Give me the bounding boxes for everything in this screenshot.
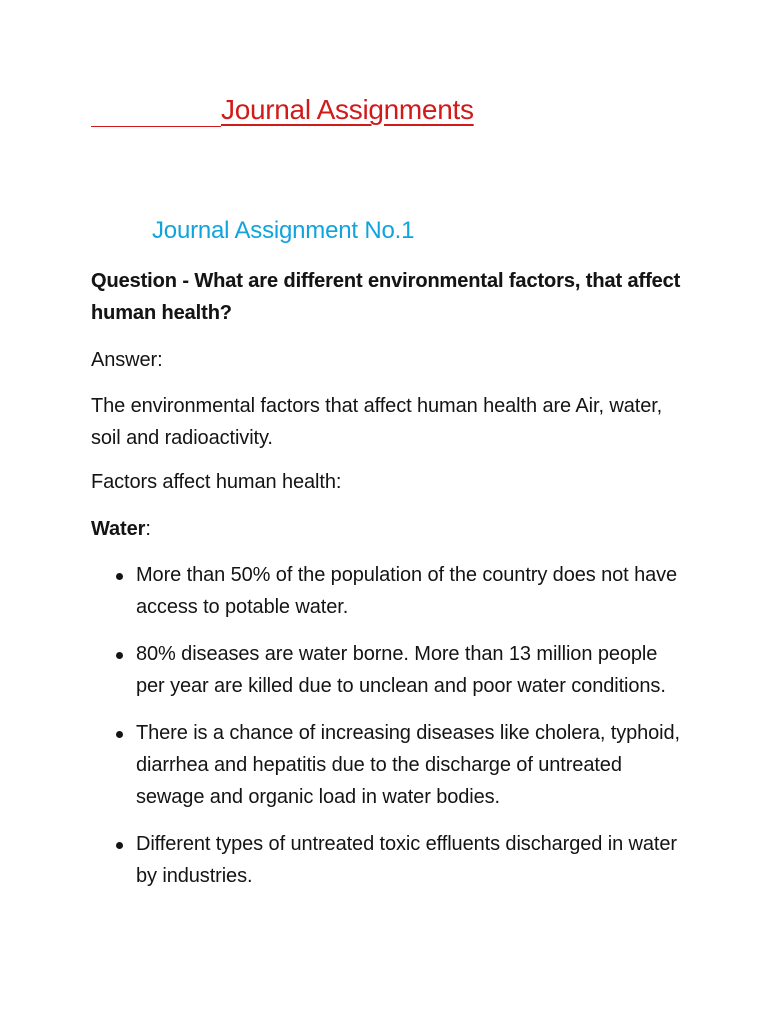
water-heading-colon: : (145, 518, 151, 540)
question-text: Question - What are different environmental factors, that affect human health? (91, 270, 681, 324)
bullet-dot-icon (116, 573, 123, 580)
answer-label: Answer: (91, 349, 163, 371)
answer-text: The environmental factors that affect human health are Air, water, soil and radioactivity. (91, 395, 663, 449)
title-underline-rule (91, 126, 221, 127)
bullet-dot-icon (116, 731, 123, 738)
list-item-text: 80% diseases are water borne. More than 13 million people per year are killed due to unclean and poor water conditions. (136, 643, 666, 697)
factors-label: Factors affect human health: (91, 471, 342, 493)
page-title: Journal Assignments (221, 94, 474, 125)
bullet-dot-icon (116, 652, 123, 659)
water-heading (91, 513, 691, 545)
list-item (91, 828, 691, 892)
bullet-dot-icon (116, 842, 123, 849)
list-item (91, 559, 691, 623)
list-item-text: More than 50% of the population of the country does not have access to potable water. (136, 564, 678, 618)
list-item (91, 717, 691, 813)
list-item (91, 638, 691, 702)
title-block (91, 92, 529, 132)
list-item-text: There is a chance of increasing diseases like cholera, typhoid, diarrhea and hepatitis due to the discharge of untreated sewage and organic load in water bodies. (136, 722, 681, 808)
water-heading-label: Water (91, 518, 146, 540)
water-bullet-list (91, 559, 691, 907)
assignment-heading: Journal Assignment No.1 (152, 217, 415, 244)
list-item-text: Different types of untreated toxic effluents discharged in water by industries. (136, 833, 677, 887)
